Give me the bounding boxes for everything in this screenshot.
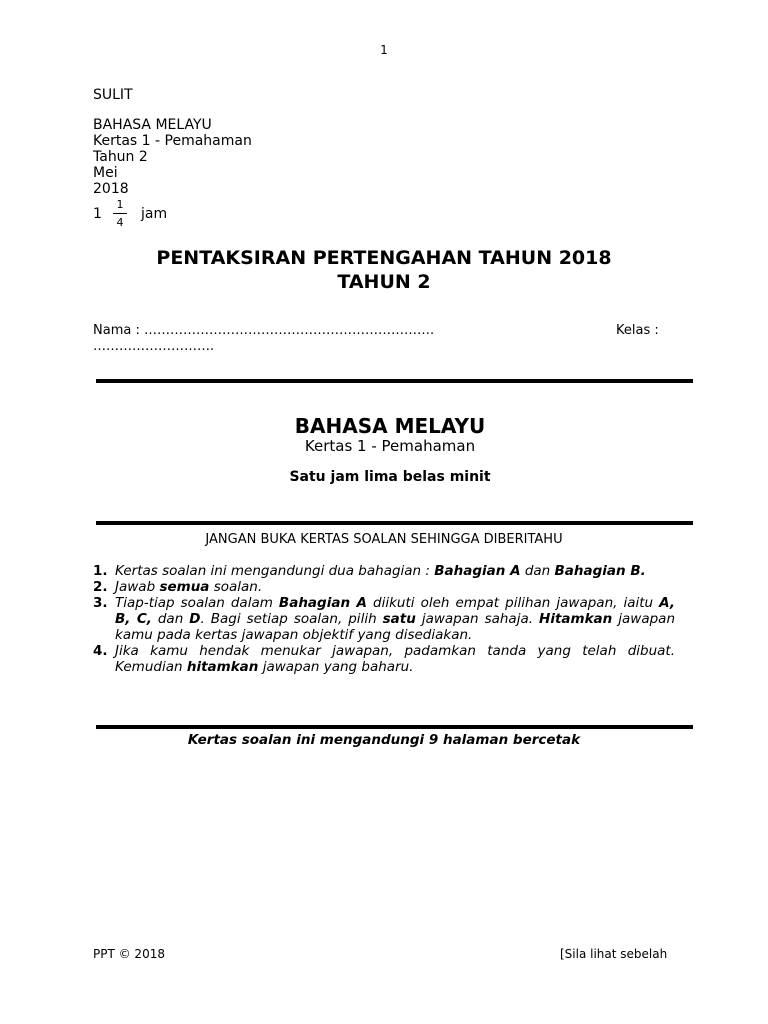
class-field-label: Kelas : xyxy=(616,323,659,338)
instruction-number: 4. xyxy=(93,643,108,659)
page-title: PENTAKSIRAN PERTENGAHAN TAHUN 2018 xyxy=(156,247,612,269)
instruction-number: 3. xyxy=(93,595,108,611)
duration-fraction xyxy=(113,198,127,229)
instruction-text: soalan. xyxy=(209,579,263,595)
instruction-text: diikuti oleh empat pilihan jawapan, iaitu xyxy=(366,595,660,611)
header-block xyxy=(93,117,252,197)
instruction-item xyxy=(93,595,675,643)
footer-copyright: PPT © 2018 xyxy=(93,947,165,961)
instruction-text: jawapan yang baharu. xyxy=(258,659,414,675)
duration-denominator: 4 xyxy=(116,216,124,229)
instruction-text: . Bagi setiap soalan, pilih xyxy=(200,611,383,627)
divider-rule xyxy=(96,725,693,729)
instruction-bold: semua xyxy=(159,579,210,595)
class-field-dots: ………………………. xyxy=(93,339,215,354)
instruction-bold: Bahagian A xyxy=(434,563,521,579)
page-subtitle: TAHUN 2 xyxy=(337,271,431,293)
instruction-bold: Bahagian B xyxy=(554,563,641,579)
instruction-bold: A, B, C, xyxy=(115,595,675,627)
page-number: 1 xyxy=(380,43,388,57)
divider-rule xyxy=(96,379,693,383)
instruction-text: Kertas soalan ini mengandungi dua bahagian : xyxy=(115,563,435,579)
instruction-text: jawapan kamu pada kertas jawapan objektif yang disediakan. xyxy=(115,611,676,643)
name-field: Nama : …………………………………………………………. xyxy=(93,323,435,338)
instruction-text: jawapan sahaja. xyxy=(415,611,540,627)
instruction-text: dan xyxy=(151,611,190,627)
instruction-item xyxy=(93,579,675,595)
instruction-item xyxy=(93,643,675,675)
cover-paper: Kertas 1 - Pemahaman xyxy=(304,437,476,455)
divider-rule xyxy=(96,521,693,525)
cover-subject: BAHASA MELAYU xyxy=(294,414,486,438)
instruction-text: Tiap-tiap soalan dalam xyxy=(115,595,279,611)
header-year: 2018 xyxy=(93,181,129,197)
instruction-number: 1. xyxy=(93,563,108,579)
header-paper: Kertas 1 - Pemahaman xyxy=(93,133,252,149)
instruction-bold: hitamkan xyxy=(186,659,259,675)
page-count-note: Kertas soalan ini mengandungi 9 halaman bercetak xyxy=(187,732,581,748)
instruction-text: Jawab xyxy=(115,579,160,595)
instruction-number: 2. xyxy=(93,579,108,595)
instruction-bold: D xyxy=(189,611,201,627)
header-month: Mei xyxy=(93,165,118,181)
duration-unit: jam xyxy=(141,206,168,222)
warning-text: JANGAN BUKA KERTAS SOALAN SEHINGGA DIBERITAHU xyxy=(205,532,563,547)
cover-time: Satu jam lima belas minit xyxy=(289,469,491,485)
header-subject: BAHASA MELAYU xyxy=(93,117,212,133)
instruction-bold: Bahagian A xyxy=(278,595,367,611)
instruction-bold: satu xyxy=(382,611,416,627)
footer-next-page: [Sila lihat sebelah xyxy=(560,947,668,961)
header-year-level: Tahun 2 xyxy=(93,149,148,165)
duration-whole: 1 xyxy=(93,206,102,222)
duration-numerator: 1 xyxy=(113,198,127,214)
instruction-item xyxy=(93,563,675,579)
instructions-list xyxy=(93,563,675,675)
instruction-text: . xyxy=(640,563,646,579)
instruction-text: dan xyxy=(520,563,555,579)
classification-label: SULIT xyxy=(93,87,133,103)
instruction-text: Jika kamu hendak menukar jawapan, padamkan tanda yang telah dibuat. Kemudian xyxy=(115,643,675,675)
instruction-bold: Hitamkan xyxy=(539,611,613,627)
